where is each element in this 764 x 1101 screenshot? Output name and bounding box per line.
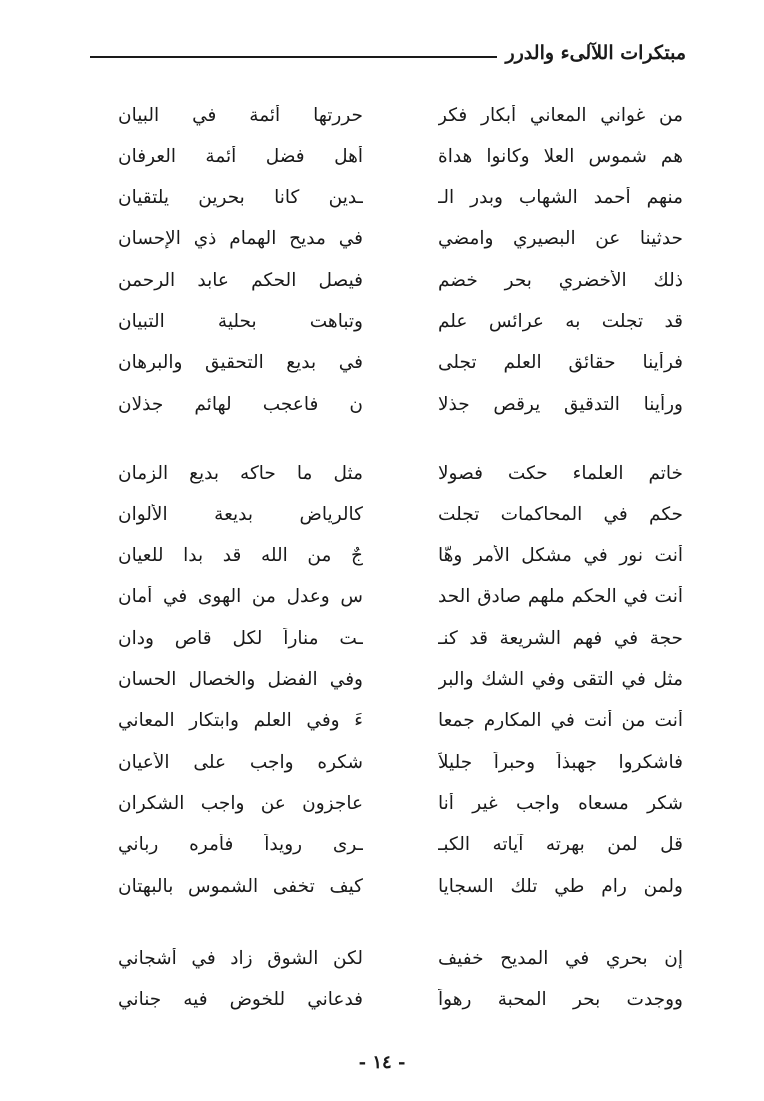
first-hemistich: هم شموس العلا وكانوا هداة xyxy=(438,145,683,167)
verse-line xyxy=(118,701,683,742)
second-hemistich: لكن الشوق زاد في أشجاني xyxy=(118,947,363,969)
verse-line xyxy=(118,742,683,783)
verse-line xyxy=(118,301,683,342)
running-header xyxy=(90,38,686,68)
second-hemistich: في مديح الهمام ذي الإحسان xyxy=(118,228,363,250)
first-hemistich: أنت نور في مشكل الأمر وهّا xyxy=(438,545,683,567)
first-hemistich: حكم في المحاكمات تجلت xyxy=(438,503,683,525)
second-hemistich: فدعاني للخوض فيه جناني xyxy=(118,988,363,1010)
book-title: مبتكرات اللآلىء والدرر xyxy=(505,42,686,64)
first-hemistich: من غواني المعاني أبكار فكر xyxy=(438,104,683,126)
second-hemistich: كالرياض بديعة الألوان xyxy=(118,503,363,525)
second-hemistich: وفي الفضل والخصال الحسان xyxy=(118,669,363,691)
second-hemistich: وتباهت بحلية التبيان xyxy=(118,311,363,333)
verse-line xyxy=(118,343,683,384)
stanza-1 xyxy=(118,95,683,425)
first-hemistich: أنت في الحكم ملهم صادق الحد xyxy=(438,586,683,608)
first-hemistich: حجة في فهم الشريعة قد كنـ xyxy=(438,627,683,649)
second-hemistich: ـت مناراً لكل قاص ودان xyxy=(118,627,363,649)
header-rule xyxy=(90,56,497,58)
second-hemistich: عاجزون عن واجب الشكران xyxy=(118,792,363,814)
verse-line xyxy=(118,938,683,979)
second-hemistich: ن فاعجب لهائم جذلان xyxy=(118,393,363,415)
second-hemistich: س وعدل من الهوى في أمان xyxy=(118,586,363,608)
first-hemistich: فاشكروا جهبذاً وحبراً جليلاً xyxy=(438,751,683,773)
first-hemistich: ووجدت بحر المحبة رهواً xyxy=(438,988,683,1010)
second-hemistich: أهل فضل أئمة العرفان xyxy=(118,145,363,167)
verse-line xyxy=(118,536,683,577)
second-hemistich: جٌ من الله قد بدا للعيان xyxy=(118,545,363,567)
verse-line xyxy=(118,136,683,177)
verse-line xyxy=(118,453,683,494)
verse-line xyxy=(118,577,683,618)
first-hemistich: منهم أحمد الشهاب وبدر الـ xyxy=(438,187,683,209)
verse-line xyxy=(118,494,683,535)
second-hemistich: ـرى رويداً فأمره رباني xyxy=(118,834,363,856)
stanza-3 xyxy=(118,938,683,1021)
first-hemistich: قل لمن بهرته آياته الكبـ xyxy=(438,834,683,856)
verse-line xyxy=(118,95,683,136)
second-hemistich: مثل ما حاكه بديع الزمان xyxy=(118,462,363,484)
second-hemistich: ءَ وفي العلم وابتكار المعاني xyxy=(118,710,363,732)
verse-line xyxy=(118,825,683,866)
verse-line xyxy=(118,866,683,907)
page-number: - ١٤ - xyxy=(358,1052,406,1073)
verse-line xyxy=(118,979,683,1020)
first-hemistich: ذلك الأخضري بحر خضم xyxy=(438,269,683,291)
verse-line xyxy=(118,219,683,260)
second-hemistich: في بديع التحقيق والبرهان xyxy=(118,352,363,374)
first-hemistich: فرأينا حقائق العلم تجلى xyxy=(438,352,683,374)
second-hemistich: ـدين كانا بحرين يلتقيان xyxy=(118,187,363,209)
verse-line xyxy=(118,659,683,700)
verse-line xyxy=(118,618,683,659)
first-hemistich: إن بحري في المديح خفيف xyxy=(438,947,683,969)
first-hemistich: خاتم العلماء حكت فصولا xyxy=(438,462,683,484)
first-hemistich: ورأينا التدقيق يرقص جذلا xyxy=(438,393,683,415)
verse-line xyxy=(118,384,683,425)
first-hemistich: أنت من أنت في المكارم جمعا xyxy=(438,710,683,732)
second-hemistich: كيف تخفى الشموس بالبهتان xyxy=(118,875,363,897)
first-hemistich: شكر مسعاه واجب غير أنا xyxy=(438,792,683,814)
verse-line xyxy=(118,260,683,301)
second-hemistich: شكره واجب على الأعيان xyxy=(118,751,363,773)
first-hemistich: ولمن رام طي تلك السجايا xyxy=(438,875,683,897)
second-hemistich: فيصل الحكم عابد الرحمن xyxy=(118,269,363,291)
stanza-2 xyxy=(118,453,683,907)
first-hemistich: حدثينا عن البصيري وامضي xyxy=(438,228,683,250)
second-hemistich: حررتها أئمة في البيان xyxy=(118,104,363,126)
verse-line xyxy=(118,178,683,219)
first-hemistich: مثل في التقى وفي الشك والبر xyxy=(438,669,683,691)
first-hemistich: قد تجلت به عرائس علم xyxy=(438,311,683,333)
verse-line xyxy=(118,783,683,824)
